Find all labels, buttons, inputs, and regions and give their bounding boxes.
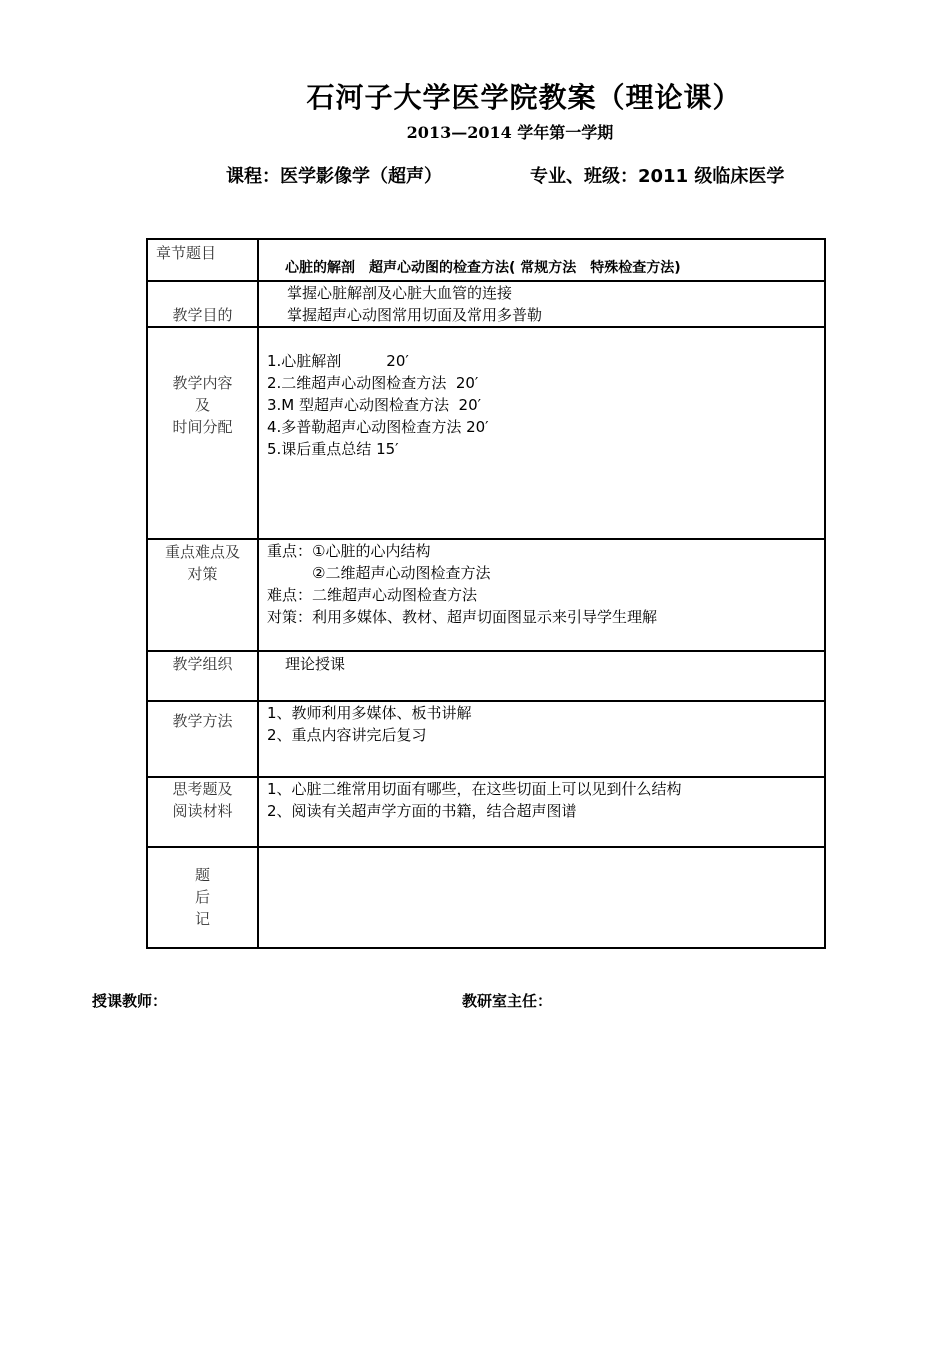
row-content	[258, 239, 825, 281]
keypoints-line: 难点：二维超声心动图检查方法	[267, 586, 478, 604]
table-row-keypoints	[147, 539, 825, 651]
notes-content	[258, 847, 825, 948]
row-content	[258, 701, 825, 777]
content-line: 2.二维超声心动图检查方法 20′	[267, 374, 479, 392]
table-row-chapter	[147, 239, 825, 281]
row-content	[258, 327, 825, 539]
objective-line: 掌握超声心动图常用切面及常用多普勒	[287, 306, 543, 324]
table-row-organization	[147, 651, 825, 701]
notes-label-line: 后	[194, 888, 210, 906]
method-label: 教学方法	[172, 712, 233, 730]
notes-label-line: 记	[194, 910, 210, 928]
row-label	[147, 327, 258, 539]
method-line: 2、重点内容讲完后复习	[267, 726, 427, 744]
row-label	[147, 651, 258, 701]
major-class-label: 专业、班级：2011 级临床医学	[530, 166, 785, 187]
row-label	[147, 701, 258, 777]
keypoints-line: 重点：①心脏的心内结构	[267, 542, 431, 560]
keypoints-line: 对策：利用多媒体、教材、超声切面图显示来引导学生理解	[267, 608, 658, 626]
content-label-line: 时间分配	[172, 418, 233, 436]
table-row-reading	[147, 777, 825, 847]
keypoints-label-line: 重点难点及	[164, 543, 240, 561]
keypoints-line: ②二维超声心动图检查方法	[267, 564, 491, 582]
row-label	[147, 239, 258, 281]
table-row-objective	[147, 281, 825, 327]
teacher-signature-label: 授课教师：	[92, 992, 168, 1010]
row-label	[147, 847, 258, 948]
semester: 2013—2014 学年第一学期	[406, 123, 614, 142]
row-label	[147, 777, 258, 847]
course-label: 课程：医学影像学（超声）	[226, 166, 442, 187]
objective-line: 掌握心脏解剖及心脏大血管的连接	[287, 284, 513, 302]
reading-line: 1、心脏二维常用切面有哪些，在这些切面上可以见到什么结构	[267, 780, 682, 798]
keypoints-label-line: 对策	[187, 565, 218, 583]
content-line: 3.M 型超声心动图检查方法 20′	[267, 396, 482, 414]
method-line: 1、教师利用多媒体、板书讲解	[267, 704, 472, 722]
table-row-notes	[147, 847, 825, 948]
content-line: 1.心脏解剖 20′	[267, 352, 409, 370]
table-row-method	[147, 701, 825, 777]
content-line: 4.多普勒超声心动图检查方法 20′	[267, 418, 489, 436]
chapter-label: 章节题目	[156, 244, 217, 262]
director-signature-label: 教研室主任：	[462, 992, 553, 1010]
chapter-title: 心脏的解剖 超声心动图的检查方法( 常规方法 特殊检查方法)	[285, 260, 681, 276]
row-content	[258, 777, 825, 847]
organization-content: 理论授课	[285, 655, 346, 673]
row-content	[258, 539, 825, 651]
row-label	[147, 281, 258, 327]
table-row-content	[147, 327, 825, 539]
reading-line: 2、阅读有关超声学方面的书籍，结合超声图谱	[267, 802, 577, 820]
content-label-line: 及	[194, 396, 210, 414]
content-label-line: 教学内容	[172, 374, 233, 392]
reading-label-line: 阅读材料	[172, 802, 233, 820]
objective-label: 教学目的	[172, 306, 233, 324]
row-content	[258, 651, 825, 701]
reading-label-line: 思考题及	[172, 780, 233, 798]
row-label	[147, 539, 258, 651]
organization-label: 教学组织	[172, 655, 233, 673]
page-title: 石河子大学医学院教案（理论课）	[306, 81, 742, 114]
row-content	[258, 281, 825, 327]
lesson-plan-table	[146, 238, 826, 949]
notes-label-line: 题	[194, 866, 210, 884]
content-line: 5.课后重点总结 15′	[267, 440, 399, 458]
